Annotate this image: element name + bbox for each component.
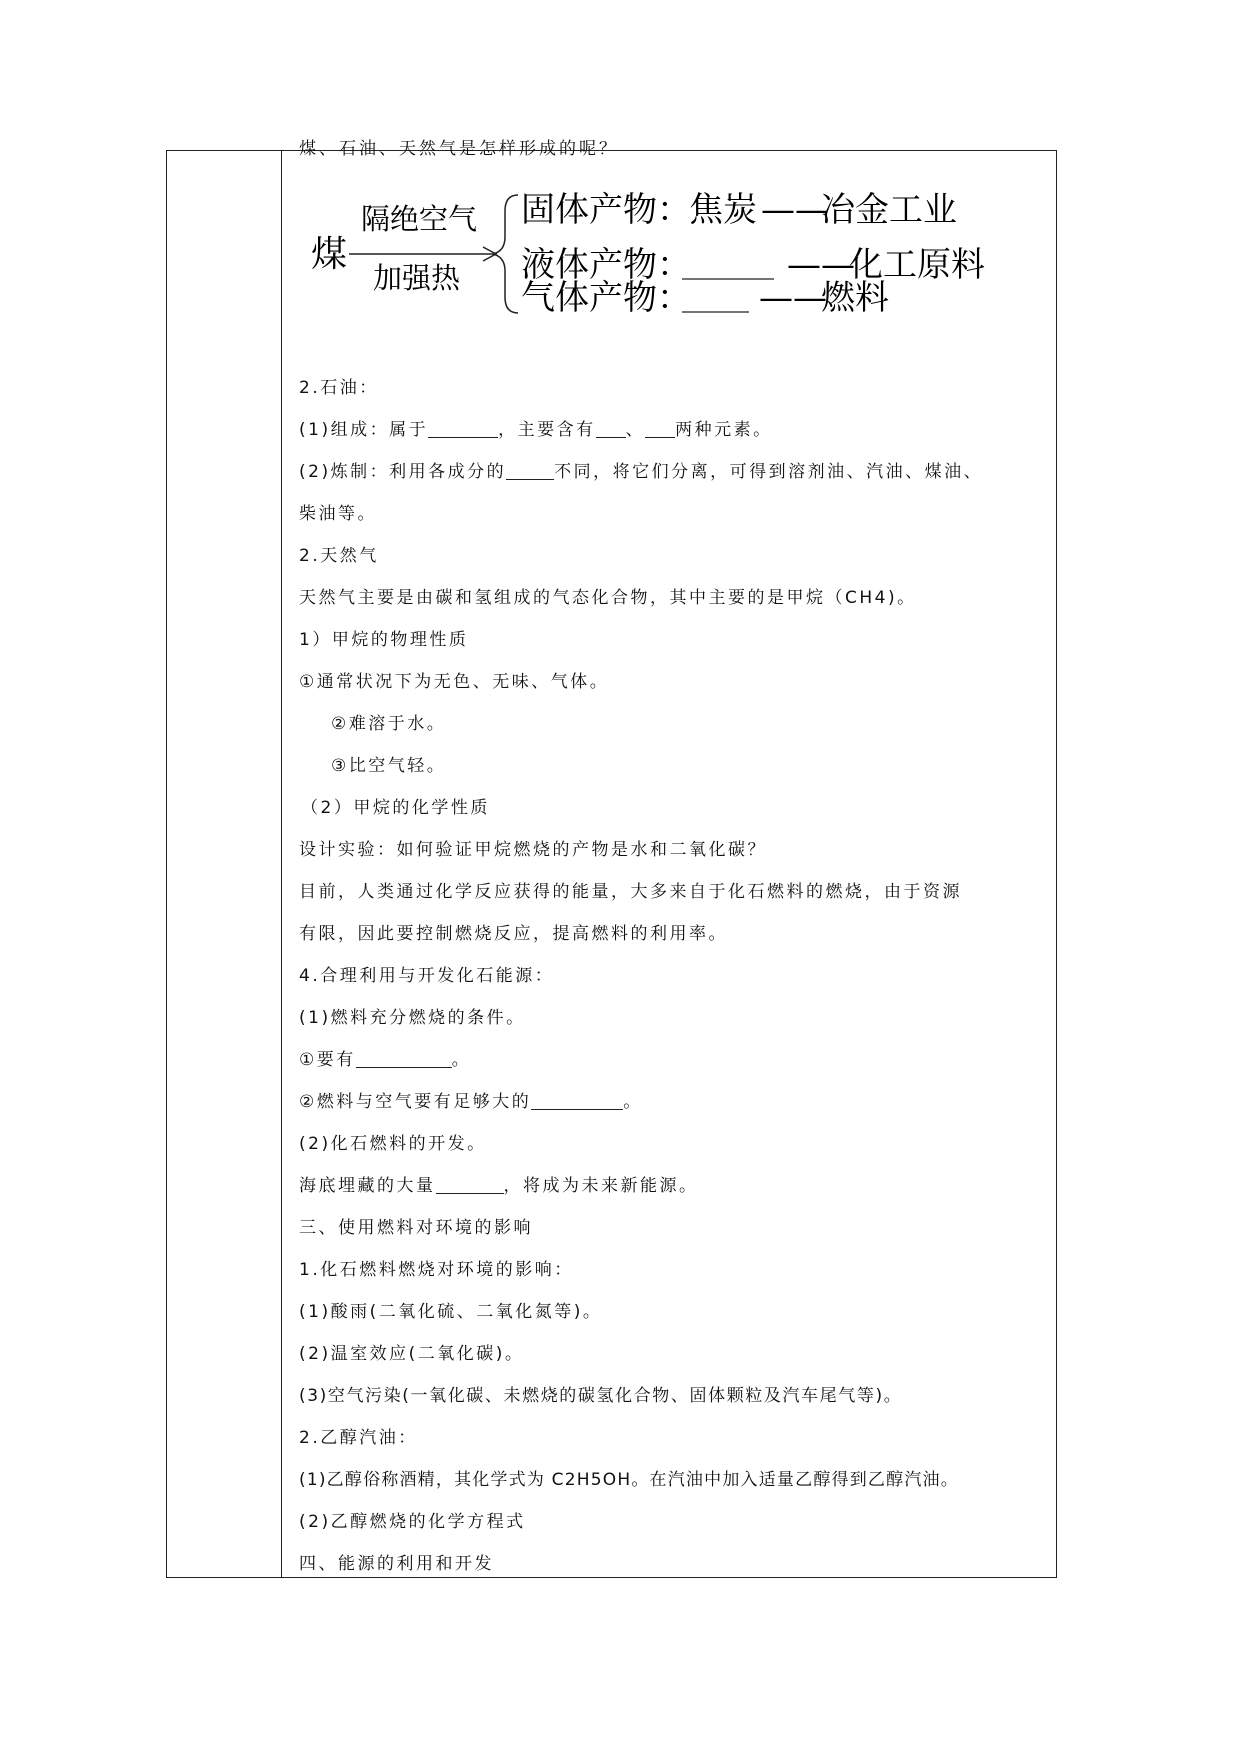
text-line: 天然气主要是由碳和氢组成的气态化合物，其中主要的是甲烷（CH4)。 — [299, 588, 917, 608]
text-line: 1）甲烷的物理性质 — [299, 630, 469, 650]
truncated-heading — [299, 139, 619, 165]
text-line: 2.乙醇汽油： — [299, 1428, 418, 1448]
content-cell — [293, 139, 1044, 1577]
text-line: ③比空气轻。 — [331, 756, 447, 776]
gas-product-label: 气体产物： — [521, 278, 691, 318]
coal-distillation-diagram — [293, 175, 1033, 318]
fill-blank — [428, 417, 498, 438]
text-line: 2.天然气 — [299, 546, 379, 566]
text-line: 目前，人类通过化学反应获得的能量，大多来自于化石燃料的燃烧，由于资源 — [299, 882, 962, 902]
fill-blank — [356, 1047, 452, 1068]
fill-blank — [645, 417, 675, 438]
text-span: 。 — [623, 1092, 643, 1112]
text-line: ①通常状况下为无色、无味、气体。 — [299, 672, 610, 692]
gas-product-dash: —— — [759, 278, 827, 318]
text-line: (2)化石燃料的开发。 — [299, 1134, 487, 1154]
diagram-source: 煤 — [311, 234, 348, 275]
text-line: ②难溶于水。 — [331, 714, 447, 734]
text-span: 。 — [451, 1050, 472, 1070]
text-span: ①要有 — [299, 1050, 356, 1070]
text-line: 4.合理利用与开发化石能源： — [299, 966, 555, 986]
diagram-condition-bottom: 加强热 — [373, 261, 461, 295]
solid-product-label: 固体产物： — [521, 190, 691, 230]
text-span: 两种元素。 — [675, 420, 773, 440]
solid-product-use: 冶金工业 — [821, 190, 957, 230]
fill-blank — [506, 459, 554, 480]
text-line: （2）甲烷的化学性质 — [301, 798, 490, 818]
text-line: (2)乙醇燃烧的化学方程式 — [299, 1512, 526, 1532]
text-span: ，将成为未来新能源。 — [503, 1176, 699, 1196]
truncated-heading-text: 煤、石油、天然气是怎样形成的呢？ — [299, 139, 619, 159]
text-line: (1)燃料充分燃烧的条件。 — [299, 1008, 526, 1028]
solid-product-name: 焦炭 — [689, 190, 757, 230]
text-line — [299, 451, 1044, 493]
text-line: 柴油等。 — [299, 504, 377, 524]
text-span: 、 — [625, 420, 646, 440]
text-body — [299, 367, 1044, 1585]
text-line: 三、使用燃料对环境的影响 — [299, 1218, 533, 1238]
text-span: (1)组成：属于 — [299, 420, 429, 440]
liquid-product-label: 液体产物： — [521, 245, 691, 285]
text-line — [299, 1039, 1044, 1081]
text-line: (1)乙醇俗称酒精，其化学式为 C2H5OH。在汽油中加入适量乙醇得到乙醇汽油。 — [299, 1470, 959, 1490]
content-table — [166, 139, 1057, 1578]
text-line: (1)酸雨(二氧化硫、二氧化氮等)。 — [299, 1302, 603, 1322]
text-span: 海底埋藏的大量 — [299, 1176, 436, 1196]
text-line: 有限，因此要控制燃烧反应，提高燃料的利用率。 — [299, 924, 728, 944]
text-line — [299, 1081, 1044, 1123]
text-span: ，主要含有 — [498, 420, 596, 440]
text-line: (3)空气污染(一氧化碳、未燃烧的碳氢化合物、固体颗粒及汽车尾气等)。 — [299, 1386, 903, 1406]
fill-blank — [531, 1089, 623, 1110]
text-line: 2.石油： — [299, 378, 379, 398]
text-line: 1.化石燃料燃烧对环境的影响： — [299, 1260, 574, 1280]
text-span: (2)炼制：利用各成分的 — [299, 462, 507, 482]
liquid-product-dash: —— — [787, 245, 855, 285]
text-line: 四、能源的利用和开发 — [299, 1554, 494, 1574]
text-span: ②燃料与空气要有足够大的 — [299, 1092, 532, 1112]
diagram-condition-top: 隔绝空气 — [361, 202, 478, 236]
solid-product-dash: —— — [761, 190, 829, 230]
fill-blank — [596, 417, 626, 438]
fill-blank — [436, 1173, 504, 1194]
liquid-product-use: 化工原料 — [849, 245, 985, 285]
text-line — [299, 409, 1044, 451]
text-line: (2)温室效应(二氧化碳)。 — [299, 1344, 525, 1364]
text-span: 不同，将它们分离，可得到溶剂油、汽油、煤油、 — [554, 462, 984, 482]
gas-product-use: 燃料 — [821, 278, 889, 318]
column-divider — [281, 151, 282, 1577]
text-line — [299, 1165, 1044, 1207]
text-line: 设计实验：如何验证甲烷燃烧的产物是水和二氧化碳？ — [299, 840, 767, 860]
